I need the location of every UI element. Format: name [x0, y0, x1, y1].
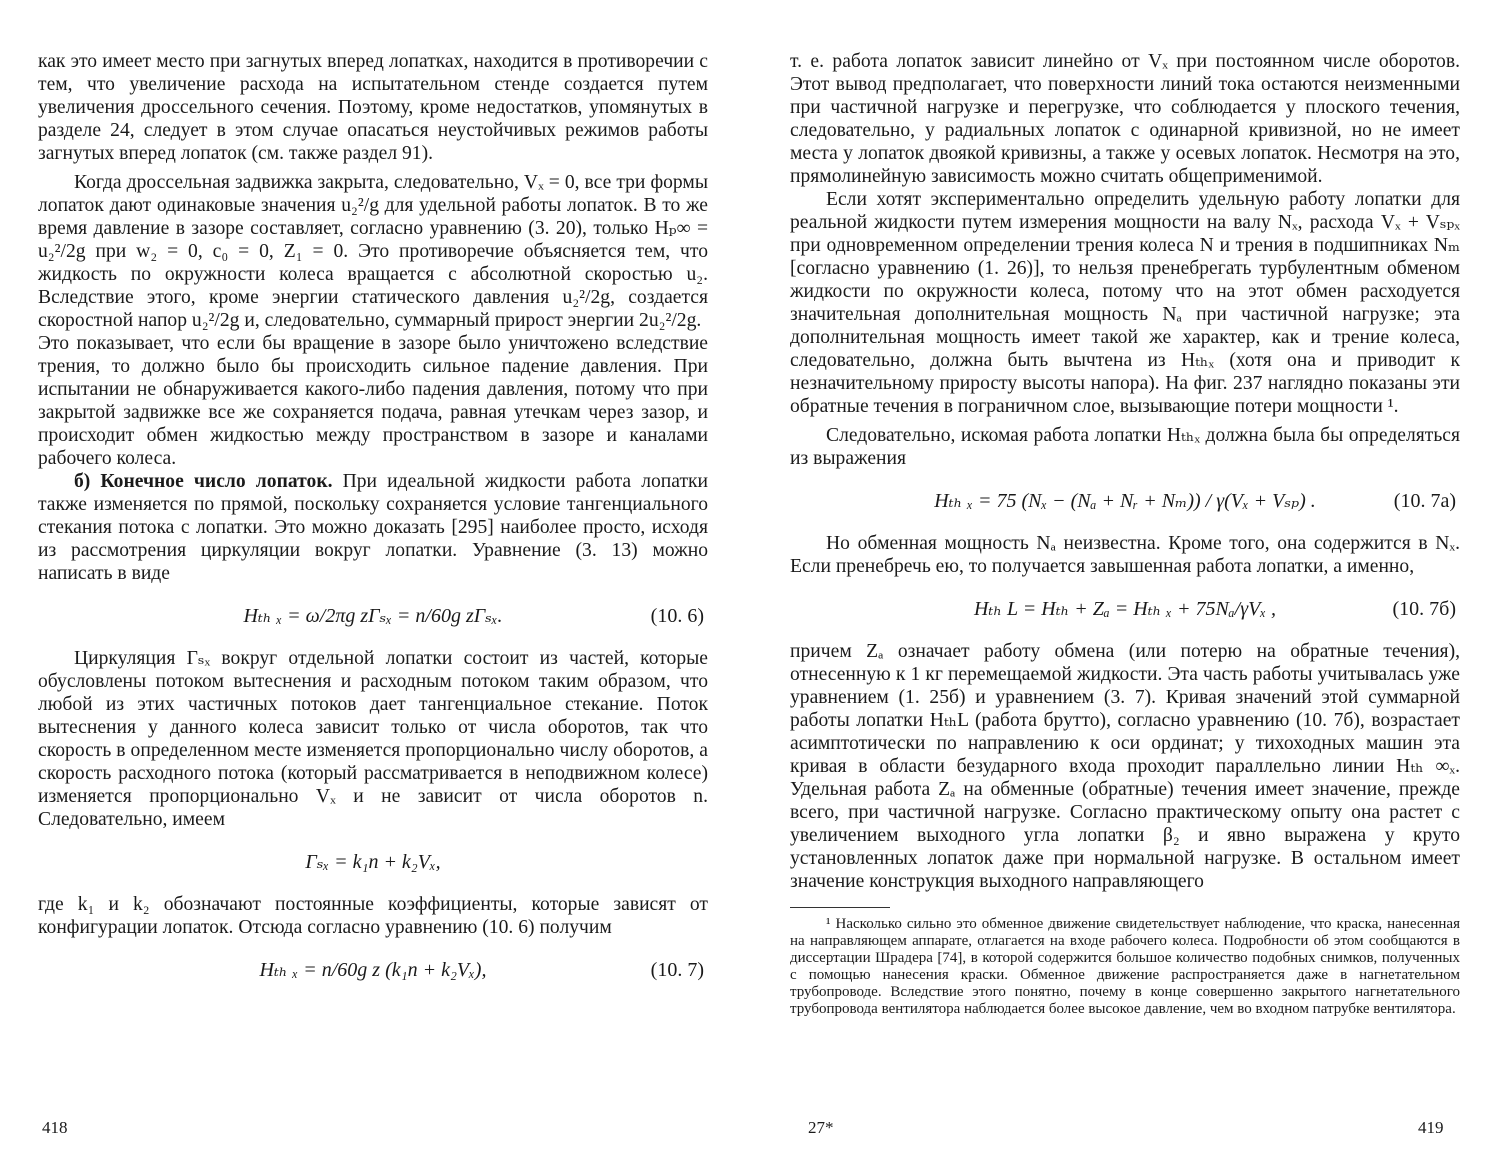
paragraph: т. е. работа лопаток зависит линейно от Vₓ при постоянном числе оборотов. Этот вывод предполагает, что поверхности линий тока остаются неизменными при частичной нагрузке и перегрузке, что соблюдается у плоского течения, следовательно, у радиальных лопаток с одинарной кривизной, но не имеет места у лопаток двоякой кривизны, а также у осевых лопаток. Несмотря на это, прямолинейную зависимость можно считать общеприменимой. [790, 51, 1460, 187]
equation [38, 591, 708, 641]
equation-text: Hₜₕ L = Hₜₕ + Zₐ = Hₜₕ ₓ + 75Nₐ/γVₓ , [973, 597, 1276, 620]
right-page [790, 50, 1460, 1018]
paragraph: Если хотят экспериментально определить удельную работу лопатки для реальной жидкости путем измерения мощности на валу Nₓ, расхода Vₓ + Vₛₚₓ при одновременном определении трения колеса N и трения в подшипниках Nₘ [согласно уравнению (1. 26)], то нельзя пренебрегать турбулентным обменом жидкости по окружности колеса, потому что на этот обмен расходуется значительная дополнительная мощность Nₐ при частичной нагрузке; эта дополнительная мощность имеет такой же характер, как и трение колеса, следовательно, должна быть вычтена из Hₜₕₓ (хотя она и приводит к незначительному приросту высоты напора). На фиг. 237 наглядно показаны эти обратные течения в пограничном слое, вызывающие потери мощности ¹. [790, 189, 1460, 417]
paragraph: Следовательно, искомая работа лопатки Hₜₕₓ должна была бы определяться из выражения [790, 425, 1460, 469]
equation [790, 476, 1460, 526]
signature-mark: 27* [808, 1118, 834, 1137]
paragraph [38, 470, 708, 585]
paragraph: Когда дроссельная задвижка закрыта, следовательно, Vₓ = 0, все три формы лопаток дают одинаковые значения u₂²/g для удельной работы лопаток. В то же время давление в зазоре составляет, согласно уравнению (3. 20), только Hₚ∞ = u₂²/2g при w₂ = 0, c₀ = 0, Z₁ = 0. Это противоречие объясняется тем, что жидкость по окружности колеса вращается с абсолютной скоростью u₂. Вследствие этого, кроме энергии статического давления u₂²/2g, создается скоростной напор u₂²/2g и, следовательно, суммарный прирост энергии 2u₂²/2g. [38, 172, 708, 331]
paragraph: Это показывает, что если бы вращение в зазоре было уничтожено вследствие трения, то должно было бы происходить сильное падение давления. При испытании не обнаруживается какого-либо падения давления, потому что при закрытой задвижке все же сохраняется подача, равная утечкам через зазор, и происходит обмен жидкостью между пространством в зазоре и каналами рабочего колеса. [38, 333, 708, 469]
equation [38, 837, 708, 887]
section-heading: б) Конечное число лопаток. [74, 471, 333, 492]
left-page [38, 50, 708, 1001]
equation-number: (10. 7а) [1393, 489, 1456, 512]
equation-text: Hₜₕ ₓ = n/60g z (k₁n + k₂Vₓ), [259, 958, 487, 981]
paragraph: как это имеет место при загнутых вперед лопатках, находится в противоречии с тем, что увеличение расхода на испытательном стенде создается путем увеличения дроссельного сечения. Поэтому, кроме недостатков, упомянутых в разделе 24, следует в этом случае опасаться неустойчивых режимов работы загнутых вперед лопаток (см. также раздел 91). [38, 51, 708, 164]
paragraph: причем Zₐ означает работу обмена (или потерю на обратные течения), отнесенную к 1 кг перемещаемой жидкости. Эта часть работы учитывалась уже уравнением (1. 25б) и уравнением (3. 7). Кривая значений этой суммарной работы лопатки HₜₕL (работа брутто), согласно уравнению (10. 7б), возрастает асимптотически по направлению к оси ординат; у тихоходных машин эта кривая в области безударного входа проходит параллельно линии Hₜₕ ∞ₓ. Удельная работа Zₐ на обменные (обратные) течения имеет значение, прежде всего, при частичной нагрузке. Согласно практическому опыту она растет с увеличением выходного угла лопатки β₂ и явно выражена у круто установленных лопаток даже при нормальной нагрузке. В остальном имеет значение конструкция выходного направляющего [790, 641, 1460, 892]
equation-number: (10. 7) [650, 958, 704, 981]
paragraph: где k₁ и k₂ обозначают постоянные коэффициенты, которые зависят от конфигурации лопаток. Отсюда согласно уравнению (10. 6) получим [38, 894, 708, 938]
equation-number: (10. 6) [650, 604, 704, 627]
page-number: 418 [42, 1118, 68, 1137]
equation-text: Hₜₕ ₓ = ω/2πg zΓₛₓ = n/60g zΓₛₓ. [243, 604, 503, 627]
footnote: ¹ Насколько сильно это обменное движение свидетельствует наблюдение, что краска, нанесенная на направляющем аппарате, отлагается на входе рабочего колеса. Подробности об этом сообщаются в диссертации Шрадера [74], в которой содержится большое количество подобных снимков, полученных с помощью нанесения краски. Обменное движение распространяется даже в нагнетательном трубопроводе. Вследствие этого понятно, почему в конце совершенно закрытого нагнетательного трубопровода вентилятора наблюдается более высокое давление, чем во входном патрубке вентилятора. [790, 916, 1460, 1017]
equation-number: (10. 7б) [1392, 597, 1456, 620]
equation [790, 584, 1460, 634]
equation [38, 945, 708, 995]
equation-text: Γₛₓ = k₁n + k₂Vₓ, [305, 850, 441, 873]
footnote-divider [790, 907, 890, 908]
page-number: 419 [1418, 1118, 1444, 1137]
paragraph: Но обменная мощность Nₐ неизвестна. Кроме того, она содержится в Nₓ. Если пренебречь ею, то получается завышенная работа лопатки, а именно, [790, 533, 1460, 577]
paragraph-text: При идеальной жидкости работа лопатки также изменяется по прямой, поскольку сохраняется условие тангенциального стекания потока с лопатки. Это можно доказать [295] наиболее просто, исходя из рассмотрения циркуляции вокруг лопатки. Уравнение (3. 13) можно написать в виде [38, 471, 709, 584]
equation-text: Hₜₕ ₓ = 75 (Nₓ − (Nₐ + Nᵣ + Nₘ)) / γ(Vₓ + Vₛₚ) . [934, 489, 1316, 512]
paragraph: Циркуляция Γₛₓ вокруг отдельной лопатки состоит из частей, которые обусловлены потоком вытеснения и расходным потоком таким образом, что любой из этих частичных потоков дает тангенциальное стекание. Поток вытеснения у данного колеса зависит только от числа оборотов, так что скорость в определенном месте изменяется пропорционально числу оборотов, а скорость расходного потока (который рассматривается в неподвижном колесе) изменяется пропорционально Vₓ и не зависит от числа оборотов n. Следовательно, имеем [38, 648, 708, 830]
